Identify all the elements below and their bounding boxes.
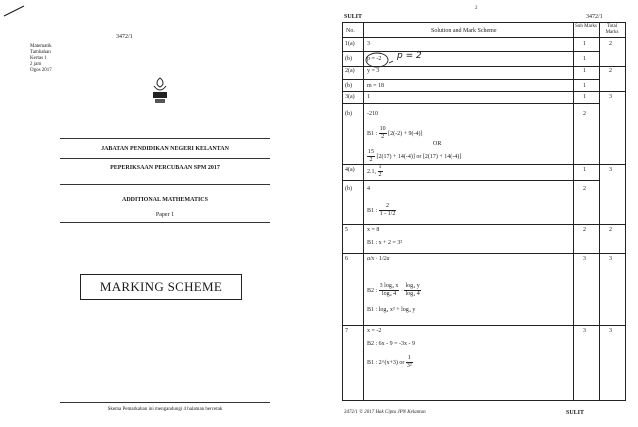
- meta-line: Kertas 1: [30, 56, 47, 61]
- page-number: 2: [475, 6, 478, 11]
- divider: [60, 158, 270, 159]
- handwritten-note: p = 2: [397, 51, 422, 61]
- working-b2: B2 : $\frac{\text{3 log₄ x}}{\text{log₄ 4}}$ · $\frac{\text{log₄ y}}{\text{log₄ 4}}$: [367, 283, 420, 297]
- q-number: 5: [345, 227, 348, 233]
- paper-heading: Paper 1: [155, 212, 175, 218]
- page-footer: 3472/1 © 2017 Hak Cipta JPN Kelantan: [344, 410, 426, 415]
- q-number: (b): [345, 56, 352, 62]
- sub-mark: 1: [583, 56, 586, 62]
- cover-code: 3472/1: [116, 34, 133, 40]
- q-number: (b): [345, 111, 352, 117]
- cover-page: [0, 0, 318, 427]
- sub-mark: 2: [583, 227, 586, 233]
- marking-table: [342, 22, 626, 401]
- marking-scheme-title: MARKING SCHEME: [80, 274, 242, 300]
- total-mark: 2: [609, 227, 612, 233]
- working-b2: B2 : 6x - 9 = -3x - 9: [367, 341, 416, 347]
- answer: y = 3: [367, 68, 380, 74]
- paper-code: 3472/1: [586, 14, 603, 20]
- meta-line: Matematik: [30, 44, 52, 49]
- sub-mark: 3: [583, 256, 586, 262]
- sub-mark: 2: [583, 111, 586, 117]
- cover-meta: [30, 44, 90, 74]
- col-no: No.: [346, 28, 355, 34]
- answer: -210: [367, 111, 378, 117]
- working-alt: $\frac{15}{2}$ [2(17) + 14(-4)] or [2(17) + 14(-4)]: [368, 149, 462, 163]
- or-label: OR: [433, 141, 442, 147]
- sub-mark: 3: [583, 328, 586, 334]
- pen-mark: [2, 4, 26, 18]
- answer: x = 8: [367, 227, 380, 233]
- sub-mark: 1: [583, 167, 586, 173]
- working-b1: B1 : 2^(x+3) or $\frac{1}{\text{3²}}$: [367, 355, 412, 369]
- q-number: 7: [345, 328, 348, 334]
- answer: m = 18: [367, 83, 385, 89]
- total-mark: 3: [609, 328, 612, 334]
- divider: [60, 402, 270, 403]
- sub-mark: 1: [583, 83, 586, 89]
- col-sub-marks: Sub Marks: [575, 24, 597, 29]
- divider: [60, 138, 270, 139]
- working-b1: B1 : $\frac{2}{1 - 1/2}$: [367, 203, 396, 217]
- meta-line: Ogos 2017: [30, 68, 52, 73]
- sub-mark: 1: [583, 41, 586, 47]
- total-mark: 3: [609, 94, 612, 100]
- q-number: 4(a): [345, 167, 355, 173]
- answer: 4: [367, 186, 370, 192]
- marking-scheme-page: [320, 0, 638, 427]
- q-number: 1(a): [345, 41, 355, 47]
- state-crest-icon: [148, 76, 172, 106]
- q-number: (b): [345, 83, 352, 89]
- q-number: 2(a): [345, 68, 355, 74]
- total-mark: 2: [609, 41, 612, 47]
- answer: a/x · 1/2a: [367, 256, 390, 262]
- meta-line: Tambahan: [30, 50, 51, 55]
- total-mark: 3: [609, 167, 612, 173]
- q-number: 6: [345, 256, 348, 262]
- sub-mark: 1: [583, 68, 586, 74]
- sub-mark: 2: [583, 186, 586, 192]
- col-solution: Solution and Mark Scheme: [431, 28, 497, 34]
- working-b1: B1 : $\frac{10}{2}$ [2(-2) + 9(-4)]: [367, 126, 423, 140]
- working-b1: B1 : x + 2 = 3²: [367, 240, 403, 246]
- department-heading: JABATAN PENDIDIKAN NEGERI KELANTAN: [101, 146, 229, 152]
- answer: 2.1, $\frac{1}{2}$: [367, 164, 382, 178]
- divider: [60, 222, 270, 223]
- cover-footer: Skema Pemarkahan ini mengandungi 4 halaman bercetak: [107, 407, 223, 412]
- col-total-marks: Total Marks: [605, 24, 619, 35]
- divider: [60, 184, 270, 185]
- exam-heading: PEPERIKSAAN PERCUBAAN SPM 2017: [110, 165, 220, 171]
- answer: 1: [367, 94, 370, 100]
- meta-line: 2 jam: [30, 62, 42, 67]
- answer: p = -2: [367, 56, 382, 62]
- total-mark: 3: [609, 256, 612, 262]
- subject-heading: ADDITIONAL MATHEMATICS: [122, 197, 208, 203]
- sub-mark: 1: [583, 94, 586, 100]
- footer-sulit: SULIT: [566, 410, 585, 416]
- total-mark: 2: [609, 68, 612, 74]
- sulit-label: SULIT: [344, 14, 363, 20]
- answer: 3: [367, 41, 370, 47]
- answer: x = -2: [367, 328, 382, 334]
- working-b1: B1 : log₄ x³ + log₄ y: [367, 307, 416, 313]
- q-number: 3(a): [345, 94, 355, 100]
- q-number: (b): [345, 186, 352, 192]
